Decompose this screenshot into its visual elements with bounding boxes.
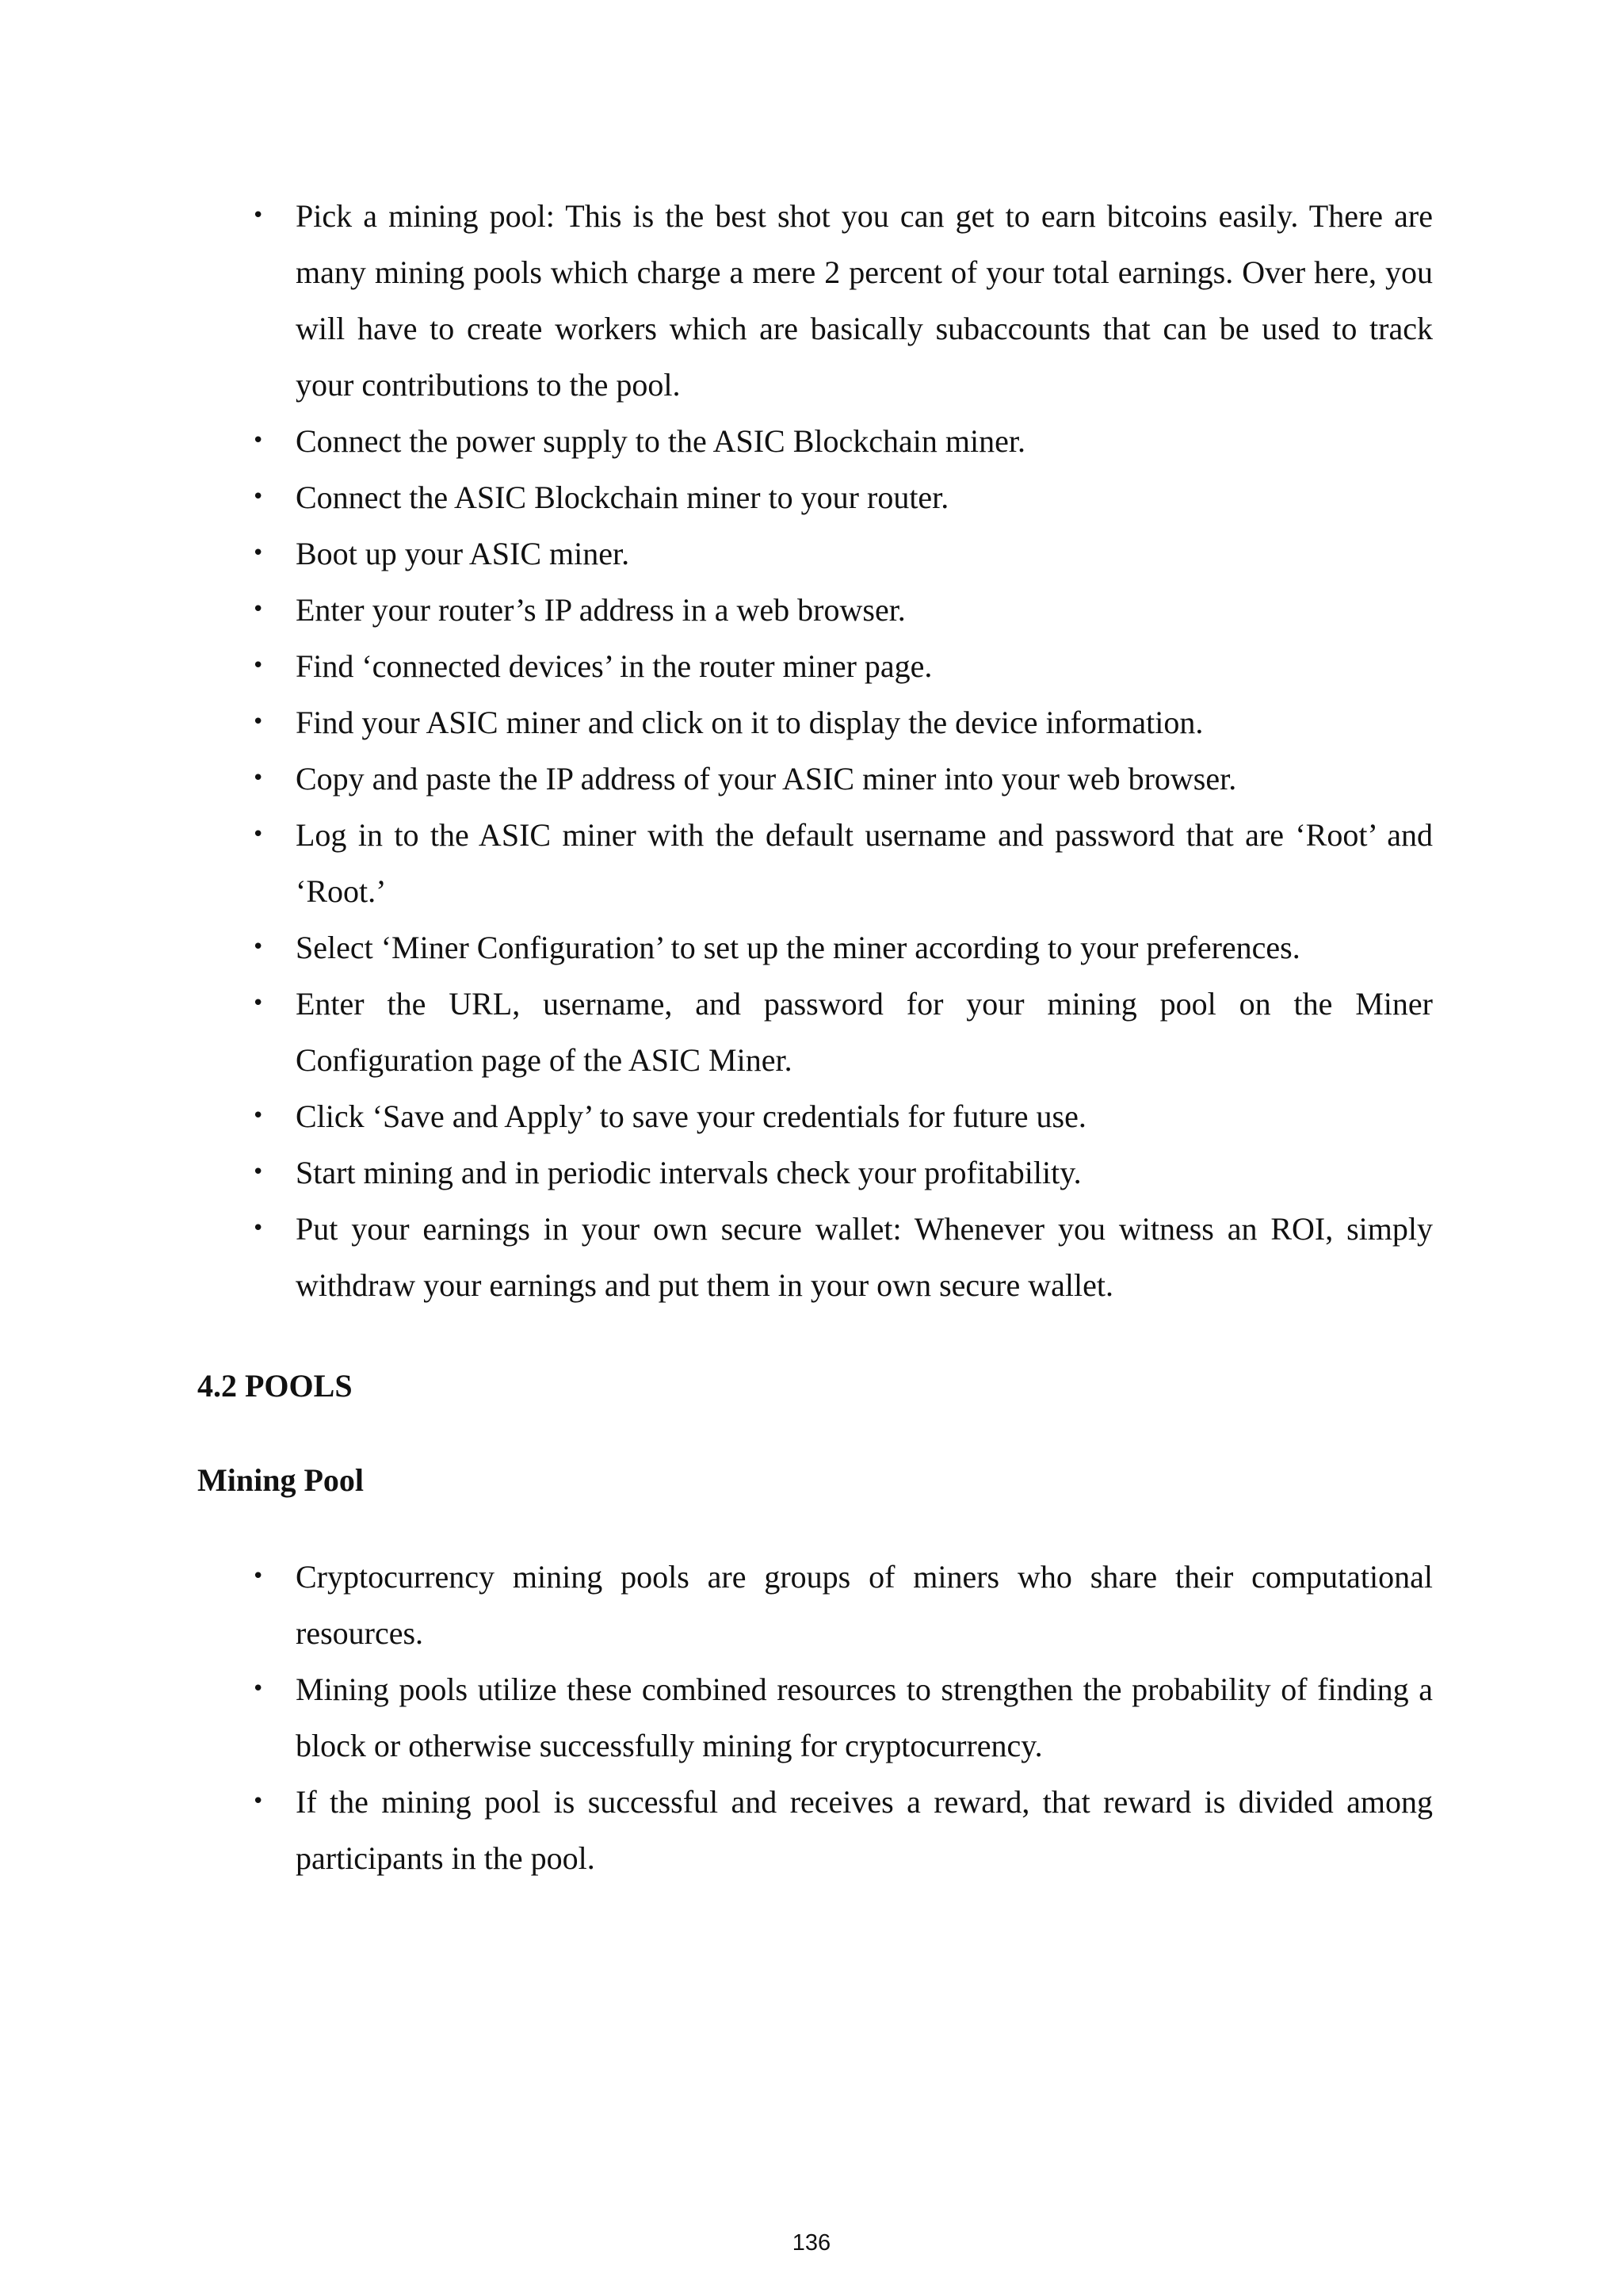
- list-item-text: Put your earnings in your own secure wallet: Whenever you witness an ROI, simply withdraw your earnings and put them in your own secure wallet.: [296, 1211, 1433, 1303]
- page-number: 136: [792, 2230, 831, 2256]
- list-item: [252, 413, 1433, 469]
- list-item: [252, 976, 1433, 1088]
- list-item-text: Mining pools utilize these combined resources to strengthen the probability of finding a block or otherwise successfully mining for cryptocurrency.: [296, 1671, 1433, 1763]
- list-item: [252, 582, 1433, 638]
- list-item: [252, 525, 1433, 582]
- list-item: [252, 469, 1433, 525]
- list-item-text: Connect the ASIC Blockchain miner to your router.: [296, 479, 949, 515]
- list-item-text: Log in to the ASIC miner with the default username and password that are ‘Root’ and ‘Root.’: [296, 817, 1433, 909]
- list-item: [252, 1144, 1433, 1201]
- bullet-icon: •: [252, 654, 265, 678]
- bullet-icon: •: [252, 1160, 265, 1184]
- bullet-icon: •: [252, 1564, 265, 1588]
- list-item-text: Select ‘Miner Configuration’ to set up the miner according to your preferences.: [296, 930, 1300, 965]
- pool-points-list: [252, 1549, 1433, 1886]
- bullet-icon: •: [252, 485, 265, 509]
- bullet-icon: •: [252, 541, 265, 565]
- list-item: [252, 638, 1433, 694]
- bullet-icon: •: [252, 598, 265, 621]
- list-item: [252, 751, 1433, 807]
- list-item: [252, 1661, 1433, 1774]
- list-item: [252, 1201, 1433, 1313]
- bullet-icon: •: [252, 1677, 265, 1701]
- subheading: Mining Pool: [197, 1462, 365, 1498]
- list-item-text: Find your ASIC miner and click on it to display the device information.: [296, 705, 1204, 740]
- list-item: [252, 188, 1433, 413]
- list-item-text: Enter the URL, username, and password for your mining pool on the Miner Configuration page of the ASIC Miner.: [296, 986, 1433, 1078]
- list-item: [252, 1549, 1433, 1661]
- bullet-icon: •: [252, 1104, 265, 1128]
- bullet-icon: •: [252, 823, 265, 846]
- bullet-icon: •: [252, 935, 265, 959]
- bullet-icon: •: [252, 204, 265, 227]
- list-item: [252, 1088, 1433, 1144]
- bullet-icon: •: [252, 991, 265, 1015]
- list-item-text: Connect the power supply to the ASIC Blockchain miner.: [296, 423, 1025, 459]
- list-item-text: Find ‘connected devices’ in the router miner page.: [296, 648, 933, 684]
- section-heading: 4.2 POOLS: [197, 1368, 353, 1404]
- list-item-text: Cryptocurrency mining pools are groups of miners who share their computational resources.: [296, 1559, 1433, 1651]
- list-item: [252, 807, 1433, 919]
- bullet-icon: •: [252, 1217, 265, 1240]
- list-item: [252, 694, 1433, 751]
- bullet-icon: •: [252, 429, 265, 453]
- list-item-text: Pick a mining pool: This is the best shot you can get to earn bitcoins easily. There are many mining pools which charge a mere 2 percent of your total earnings. Over here, you will have to create workers which are basically subaccounts that can be used to track your contributions to the pool.: [296, 198, 1433, 403]
- bullet-icon: •: [252, 710, 265, 734]
- list-item-text: If the mining pool is successful and receives a reward, that reward is divided among participants in the pool.: [296, 1784, 1433, 1876]
- list-item-text: Click ‘Save and Apply’ to save your credentials for future use.: [296, 1098, 1086, 1134]
- list-item-text: Copy and paste the IP address of your ASIC miner into your web browser.: [296, 761, 1237, 797]
- list-item-text: Boot up your ASIC miner.: [296, 536, 630, 571]
- steps-list: [252, 188, 1433, 1313]
- list-item-text: Start mining and in periodic intervals check your profitability.: [296, 1155, 1082, 1190]
- bullet-icon: •: [252, 766, 265, 790]
- list-item: [252, 919, 1433, 976]
- bullet-icon: •: [252, 1790, 265, 1813]
- list-item: [252, 1774, 1433, 1886]
- list-item-text: Enter your router’s IP address in a web browser.: [296, 592, 906, 628]
